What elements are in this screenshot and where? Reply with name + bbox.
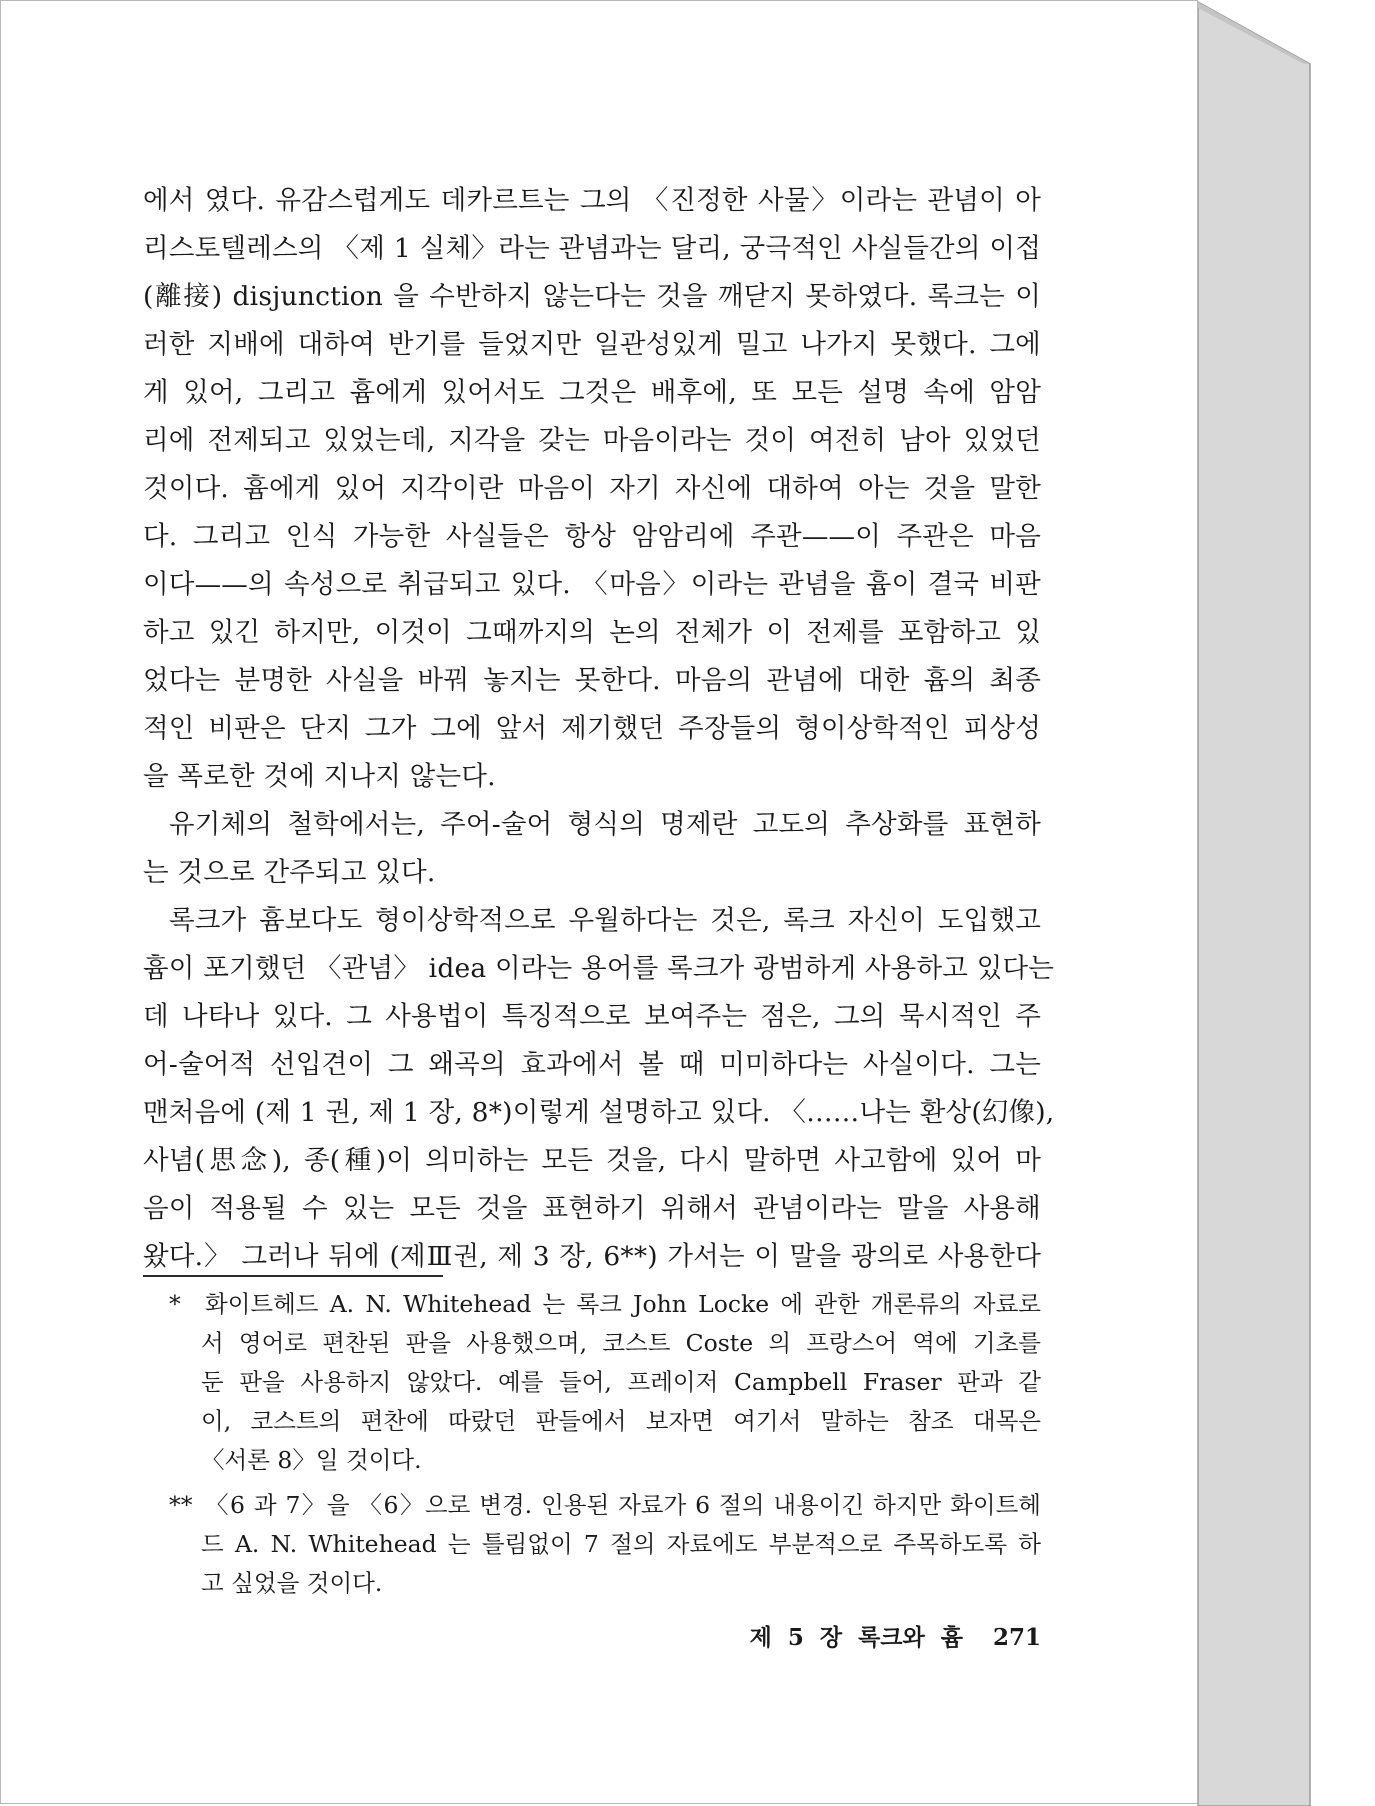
text-line: 것이다. 흄에게 있어 지각이란 마음이 자기 자신에 대하여 아는 것을 말한 [143,473,1041,504]
text-line: 왔다.〉 그러나 뒤에 (제Ⅲ권, 제 3 장, 6**) 가서는 이 말을 광의로 사용한다 [143,1241,1041,1272]
footnote-line [143,1285,1041,1324]
footnote-divider [143,1275,443,1277]
footnotes [143,1285,1041,1603]
text-line: 이다——의 속성으로 취급되고 있다. 〈마음〉이라는 관념을 흄이 결국 비판 [143,569,1041,600]
text-line: 다. 그리고 인식 가능한 사실들은 항상 암암리에 주관——이 주관은 마음 [143,521,1041,552]
text-line: 리스토텔레스의 〈제 1 실체〉라는 관념과는 달리, 궁극적인 사실들간의 이접 [143,233,1041,264]
text-line: 었다는 분명한 사실을 바꿔 놓지는 못한다. 마음의 관념에 대한 흄의 최종 [143,665,1041,696]
footnote-text: 〈6 과 7〉을 〈6〉으로 변경. 인용된 자료가 6 절의 내용이긴 하지만 화이트헤 [205,1491,1041,1519]
footnote-line: 드 A. N. Whitehead 는 틀림없이 7 절의 자료에도 부분적으로 주목하도록 하 [201,1530,1041,1558]
text-line: 러한 지배에 대하여 반기를 들었지만 일관성있게 밀고 나가지 못했다. 그에 [143,329,1041,360]
text-line: 리에 전제되고 있었는데, 지각을 갖는 마음이라는 것이 여전히 남아 있었던 [143,425,1041,456]
text-line: 유기체의 철학에서는, 주어-술어 형식의 명제란 고도의 추상화를 표현하 [169,809,1041,840]
text-line: 하고 있긴 하지만, 이것이 그때까지의 논의 전체가 이 전제를 포함하고 있 [143,617,1041,648]
footnote-marker: * [169,1290,181,1318]
text-line: (離接) disjunction 을 수반하지 않는다는 것을 깨닫지 못하였다. 록크는 이 [143,281,1041,312]
footnote-marker: ** [169,1491,193,1519]
text-line: 맨처음에 (제 1 권, 제 1 장, 8*)이렇게 설명하고 있다. 〈……나는 환상(幻像), [143,1097,1055,1128]
footer-chapter: 제 5 장 [749,1624,843,1651]
text-line: 게 있어, 그리고 흄에게 있어서도 그것은 배후에, 또 모든 설명 속에 암암 [143,377,1041,408]
text-line: 사념(思念), 종(種)이 의미하는 모든 것을, 다시 말하면 사고함에 있어 마 [143,1145,1041,1176]
footnote-text: 화이트헤드 A. N. Whitehead 는 록크 John Locke 에 관한 개론류의 자료로 [205,1290,1041,1318]
text-line: 음이 적용될 수 있는 모든 것을 표현하기 위해서 관념이라는 말을 사용해 [143,1193,1041,1224]
text-line: 는 것으로 간주되고 있다. [143,857,436,888]
text-line: 어-술어적 선입견이 그 왜곡의 효과에서 볼 때 미미하다는 사실이다. 그는 [143,1049,1041,1080]
footer-title: 록크와 흄 [858,1624,963,1651]
text-line: 적인 비판은 단지 그가 그에 앞서 제기했던 주장들의 형이상학적인 피상성 [143,713,1041,744]
footnote-line: 〈서론 8〉일 것이다. [201,1446,422,1474]
text-line: 록크가 흄보다도 형이상학적으로 우월하다는 것은, 록크 자신이 도입했고 [169,905,1041,936]
page-number: 271 [992,1624,1041,1651]
body-text [143,177,1055,1281]
footnote-line: 둔 판을 사용하지 않았다. 예를 들어, 프레이저 Campbell Fraser 판과 같 [201,1368,1041,1396]
text-line: 에서 였다. 유감스럽게도 데카르트는 그의 〈진정한 사물〉이라는 관념이 아 [143,185,1041,216]
running-footer [726,1619,1041,1652]
footnote-line: 이, 코스트의 편찬에 따랐던 판들에서 보자면 여기서 말하는 참조 대목은 [201,1407,1041,1435]
text-line: 을 폭로한 것에 지나지 않는다. [143,761,496,792]
footnote-line: 서 영어로 편찬된 판을 사용했으며, 코스트 Coste 의 프랑스어 역에 기초를 [201,1329,1041,1357]
text-line: 흄이 포기했던 〈관념〉 idea 이라는 용어를 록크가 광범하게 사용하고 있다는 [143,953,1055,984]
footnote-line [143,1486,1041,1525]
footnote-line: 고 싶었을 것이다. [201,1569,383,1597]
text-line: 데 나타나 있다. 그 사용법이 특징적으로 보여주는 점은, 그의 묵시적인 주 [143,1001,1041,1032]
